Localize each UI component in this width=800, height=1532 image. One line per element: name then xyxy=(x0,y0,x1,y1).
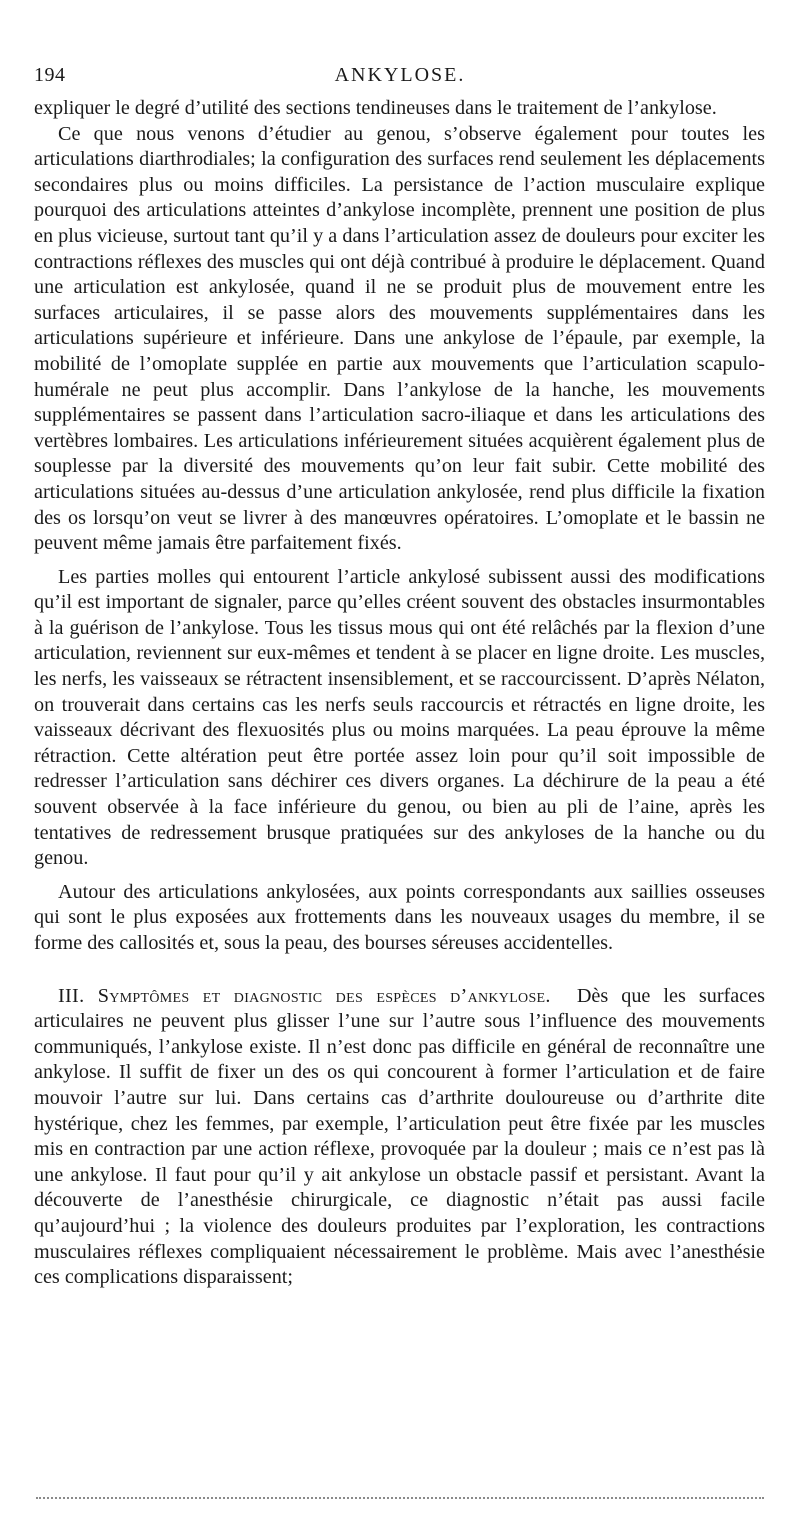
paragraph-symptoms xyxy=(34,984,765,1291)
paragraph-joints: Ce que nous venons d’étudier au genou, s’observe également pour toutes les articulations diarthrodiales; la configuration des surfaces rend seulement les déplacements secondaires plus ou moins difficiles. La persistance de l’action musculaire explique pourquoi des articulations atteintes d’ankylose incomplète, prennent une position de plus en plus vicieuse, surtout tant qu’il y a dans l’articulation assez de douleurs pour exciter les contractions réflexes des muscles qui ont déjà contribué à produire le déplacement. Quand une articulation est ankylosée, quand il ne se produit plus de mouvement entre les surfaces articulaires, il se passe alors des mouvements supplémentaires dans les articulations supérieure et inférieure. Dans une ankylose de l’épaule, par exemple, la mobilité de l’omoplate supplée en partie aux mouvements que l’articulation scapulo-humérale ne peut plus accomplir. Dans l’ankylose de la hanche, les mouvements supplémentaires se passent dans l’articulation sacro-iliaque et dans les articulations des vertèbres lombaires. Les articulations inférieurement situées acquièrent également plus de souplesse par la diversité des mouvements qu’on leur fait subir. Cette mobilité des articulations situées au-dessus d’une articulation ankylosée, rend plus difficile la fixation des os lorsqu’on veut se livrer à des manœuvres opératoires. L’omoplate et le bassin ne peuvent même jamais être parfaitement fixés. xyxy=(34,122,765,555)
section-heading: III. Symptômes et diagnostic des espèces d’ankylose. xyxy=(58,984,551,1007)
bottom-rule xyxy=(36,1497,764,1499)
paragraph-soft-tissues: Les parties molles qui entourent l’article ankylosé subissent aussi des modifications qu’il est important de signaler, parce qu’elles créent souvent des obstacles insurmontables à la guérison de l’ankylose. Tous les tissus mous qui ont été relâchés par la flexion d’une articulation, reviennent sur eux-mêmes et tendent à se placer en ligne droite. Les muscles, les nerfs, les vaisseaux se rétractent insensiblement, et se raccourcissent. D’après Nélaton, on trouverait dans certains cas les nerfs seuls raccourcis et rétractés en ligne droite, les vaisseaux décrivant des flexuosités plus ou moins marquées. La peau éprouve la même rétraction. Cette altération peut être portée assez loin pour qu’il soit impossible de redresser l’articulation sans déchirer ces divers organes. La déchirure de la peau a été souvent observée à la face inférieure du genou, ou bien au pli de l’aine, après les tentatives de redressement brusque pratiquées sur des ankyloses de la hanche ou du genou. xyxy=(34,565,765,870)
paragraph-callosities: Autour des articulations ankylosées, aux points correspondants aux saillies osseuses qui sont le plus exposées aux frottements dans les nouveaux usages du membre, il se forme des callosités et, sous la peau, des bourses séreuses accidentelles. xyxy=(34,880,765,954)
paragraph-continued: expliquer le degré d’utilité des sections tendineuses dans le traitement de l’ankylose. xyxy=(34,97,717,119)
running-head xyxy=(34,64,766,92)
body-text xyxy=(34,96,765,1291)
page-number: 194 xyxy=(34,64,66,86)
running-title: ANKYLOSE. xyxy=(334,64,466,86)
section-body: Dès que les surfaces articulaires ne peuvent plus glisser l’une sur l’autre sous l’influence des mouvements communiqués, l’ankylose existe. Il n’est donc pas difficile en général de reconnaître une ankylose. Il suffit de fixer un des os qui concourent à former l’articulation et de faire mouvoir l’autre sur lui. Dans certains cas d’arthrite douloureuse ou d’arthrite dite hystérique, chez les femmes, par exemple, l’articulation peut être fixée par les muscles mis en contraction par une action réflexe, provoquée par la douleur ; mais ce n’est pas là une ankylose. Il faut pour qu’il y ait ankylose un obstacle passif et persistant. Avant la découverte de l’anesthésie chirurgicale, ce diagnostic n’était pas aussi facile qu’aujourd’hui ; la violence des douleurs produites par l’exploration, les contractions musculaires réflexes compliquaient nécessairement le problème. Mais avec l’anesthésie ces complications disparaissent; xyxy=(34,984,766,1289)
